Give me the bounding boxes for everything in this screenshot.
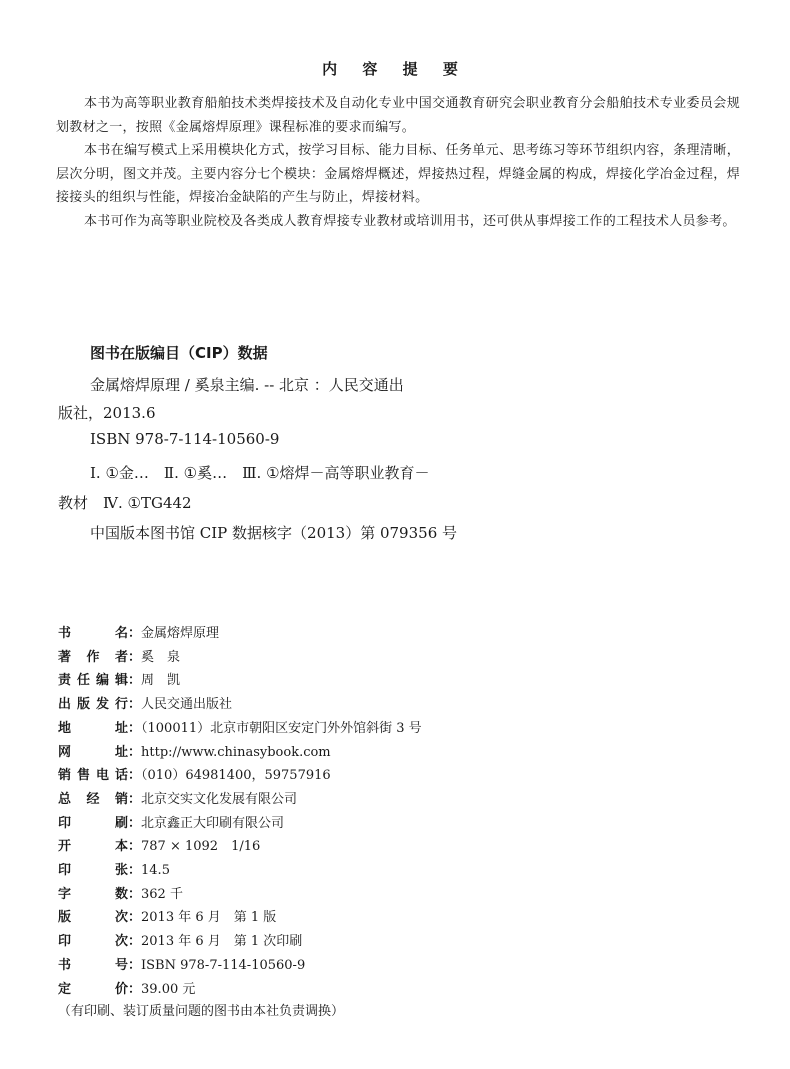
imprint-label: 责任编辑 xyxy=(58,673,128,689)
imprint-value: 周 凯 xyxy=(141,673,181,689)
imprint-value: 787 × 1092 1/16 xyxy=(141,839,261,855)
imprint-label: 地址 xyxy=(58,720,128,736)
imprint-label: 书名 xyxy=(58,626,128,641)
imprint-row xyxy=(58,906,276,930)
imprint-value: 2013 年 6 月 第 1 版 xyxy=(141,910,277,926)
imprint-row xyxy=(58,741,331,765)
imprint-value: 奚 泉 xyxy=(141,649,181,665)
summary-paragraph-1: 本书为高等职业教育船舶技术类焊接技术及自动化专业中国交通教育研究会职业教育分会船舶技术专业委员会规划教材之一，按照《金属熔焊原理》课程标准的要求而编写。 xyxy=(56,96,740,135)
imprint-row xyxy=(58,764,331,788)
imprint-row xyxy=(58,883,183,907)
imprint-label: 开本 xyxy=(58,839,128,855)
imprint-colon: ： xyxy=(128,791,142,807)
imprint-value: 北京鑫正大印刷有限公司 xyxy=(141,815,285,831)
imprint-row xyxy=(58,859,170,883)
imprint-value: （100011）北京市朝阳区安定门外外馆斜街 3 号 xyxy=(141,720,422,736)
summary-title: 内 容 提 要 xyxy=(322,60,468,78)
imprint-row xyxy=(58,717,422,741)
summary-paragraph-3: 本书可作为高等职业院校及各类成人教育焊接专业教材或培训用书，还可供从事焊接工作的工程技术人员参考。 xyxy=(84,213,736,229)
imprint-label: 印次 xyxy=(58,934,128,950)
imprint-label: 网址 xyxy=(58,744,128,760)
cip-classification-line-1: Ⅰ. ①金… Ⅱ. ①奚… Ⅲ. ①熔焊－高等职业教育－ xyxy=(90,464,430,482)
summary-paragraph-2: 本书在编写模式上采用模块化方式，按学习目标、能力目标、任务单元、思考练习等环节组织内容，条理清晰，层次分明，图文并茂。主要内容分七个模块：金属熔焊概述，焊接热过程，焊缝金属的构成，焊接化学冶金过程，焊接接头的组织与性能，焊接冶金缺陷的产生与防止，焊接材料。 xyxy=(56,143,740,205)
summary-body xyxy=(56,92,740,233)
imprint-colon: ： xyxy=(128,839,142,855)
imprint-colon: ： xyxy=(128,934,142,950)
imprint-label: 出版发行 xyxy=(58,697,128,713)
imprint-value: 北京交实文化发展有限公司 xyxy=(141,791,298,807)
imprint-row xyxy=(58,978,195,1002)
imprint-value: 14.5 xyxy=(141,863,170,878)
footer-note: （有印刷、装订质量问题的图书由本社负责调换） xyxy=(58,1004,345,1019)
imprint-label: 版次 xyxy=(58,910,128,926)
imprint-row xyxy=(58,669,180,693)
imprint-label: 销售电话 xyxy=(58,768,128,784)
cip-publisher-line: 版社，2013.6 xyxy=(58,404,156,422)
imprint-value: （010）64981400，59757916 xyxy=(141,768,331,784)
imprint-label: 印张 xyxy=(58,863,128,878)
imprint-colon: ： xyxy=(128,910,142,926)
imprint-colon: ： xyxy=(128,863,142,878)
imprint-colon: ： xyxy=(128,649,142,665)
imprint-colon: ： xyxy=(128,744,142,760)
imprint-value: 2013 年 6 月 第 1 次印刷 xyxy=(141,934,303,950)
cip-heading: 图书在版编目（CIP）数据 xyxy=(90,344,268,362)
imprint-value: ISBN 978-7-114-10560-9 xyxy=(141,957,306,973)
imprint-value: http://www.chinasybook.com xyxy=(141,744,331,760)
imprint-label: 书号 xyxy=(58,957,128,973)
imprint-row xyxy=(58,835,260,859)
cip-isbn: ISBN 978-7-114-10560-9 xyxy=(90,430,280,448)
cip-classification-line-2: 教材 Ⅳ. ①TG442 xyxy=(58,494,192,512)
imprint-value: 362 千 xyxy=(141,886,183,902)
imprint-value: 人民交通出版社 xyxy=(141,697,233,713)
imprint-row xyxy=(58,930,302,954)
imprint-colon: ： xyxy=(128,626,142,641)
imprint-colon: ： xyxy=(128,768,142,784)
imprint-row xyxy=(58,693,232,717)
imprint-row xyxy=(58,622,219,646)
imprint-row xyxy=(58,788,297,812)
imprint-row xyxy=(58,954,305,978)
imprint-colon: ： xyxy=(128,673,142,689)
imprint-row xyxy=(58,646,180,670)
imprint-label: 字数 xyxy=(58,886,128,902)
imprint-colon: ： xyxy=(128,981,142,997)
cip-title-line: 金属熔焊原理 / 奚泉主编. -- 北京 ：人民交通出 xyxy=(90,376,404,394)
cip-verification-number: 中国版本图书馆 CIP 数据核字（2013）第 079356 号 xyxy=(90,524,458,542)
imprint-row xyxy=(58,812,284,836)
imprint-colon: ： xyxy=(128,720,142,736)
imprint-colon: ： xyxy=(128,815,142,831)
imprint-label: 总经销 xyxy=(58,791,128,807)
imprint-value: 金属熔焊原理 xyxy=(141,626,220,641)
imprint-value: 39.00 元 xyxy=(141,981,196,997)
imprint-label: 印刷 xyxy=(58,815,128,831)
imprint-label: 著作者 xyxy=(58,649,128,665)
imprint-colon: ： xyxy=(128,697,142,713)
imprint-colon: ： xyxy=(128,886,142,902)
imprint-colon: ： xyxy=(128,957,142,973)
imprint-label: 定价 xyxy=(58,981,128,997)
